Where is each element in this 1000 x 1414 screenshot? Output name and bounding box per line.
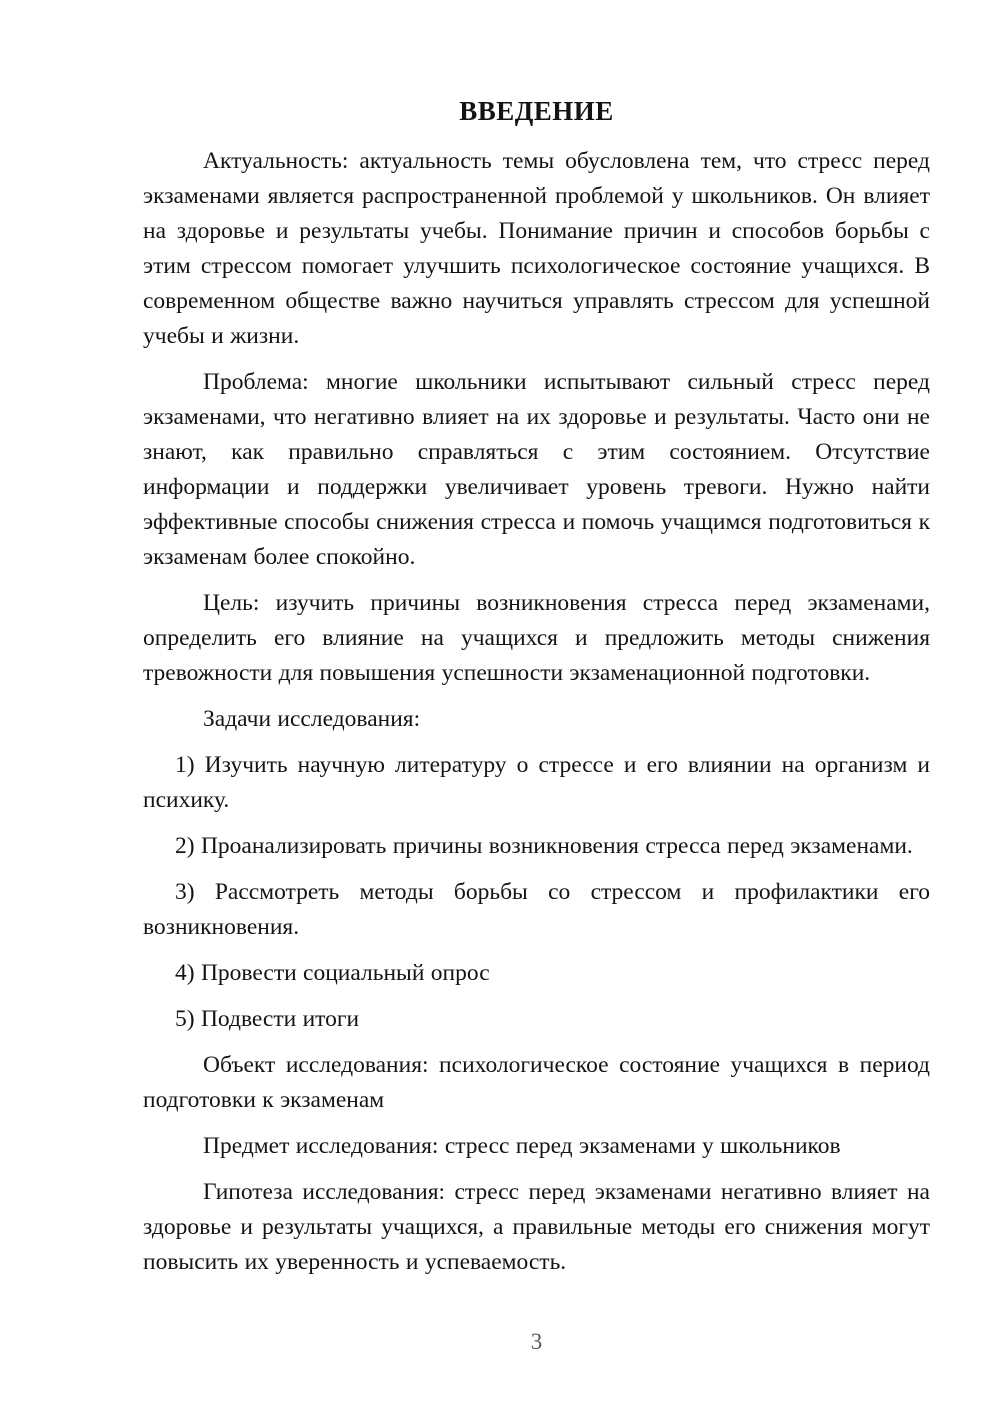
paragraph-goal: Цель: изучить причины возникновения стресса перед экзаменами, определить его влияние на учащихся и предложить методы снижения тревожности для повышения успешности экзаменационной подготовки.	[143, 590, 930, 686]
task-item-3: 3) Рассмотреть методы борьбы со стрессом и профилактики его возникновения.	[143, 879, 930, 940]
paragraph-object: Объект исследования: психологическое состояние учащихся в период подготовки к экзаменам	[143, 1052, 930, 1113]
document-content	[143, 93, 930, 1291]
paragraph-subject: Предмет исследования: стресс перед экзаменами у школьников	[203, 1133, 841, 1159]
paragraph-problem: Проблема: многие школьники испытывают сильный стресс перед экзаменами, что негативно влияет на их здоровье и результаты. Часто они не знают, как правильно справляться с этим состоянием. Отсутствие информации и поддержки увеличивает уровень тревоги. Нужно найти эффективные способы снижения стресса и помочь учащимся подготовиться к экзаменам более спокойно.	[143, 369, 930, 570]
page-title: ВВЕДЕНИЕ	[459, 96, 614, 126]
task-item-5: 5) Подвести итоги	[175, 1006, 360, 1032]
tasks-heading: Задачи исследования:	[203, 706, 421, 732]
page-number: 3	[530, 1329, 543, 1354]
task-item-4: 4) Провести социальный опрос	[175, 960, 490, 986]
paragraph-relevance: Актуальность: актуальность темы обусловлена тем, что стресс перед экзаменами является распространенной проблемой у школьников. Он влияет на здоровье и результаты учебы. Понимание причин и способов борьбы с этим стрессом помогает улучшить психологическое состояние учащихся. В современном обществе важно научиться управлять стрессом для успешной учебы и жизни.	[143, 148, 930, 349]
paragraph-hypothesis: Гипотеза исследования: стресс перед экзаменами негативно влияет на здоровье и результаты учащихся, а правильные методы его снижения могут повысить их уверенность и успеваемость.	[143, 1179, 930, 1275]
task-item-2: 2) Проанализировать причины возникновения стресса перед экзаменами.	[175, 833, 913, 859]
task-item-1: 1) Изучить научную литературу о стрессе и его влиянии на организм и психику.	[143, 752, 930, 813]
